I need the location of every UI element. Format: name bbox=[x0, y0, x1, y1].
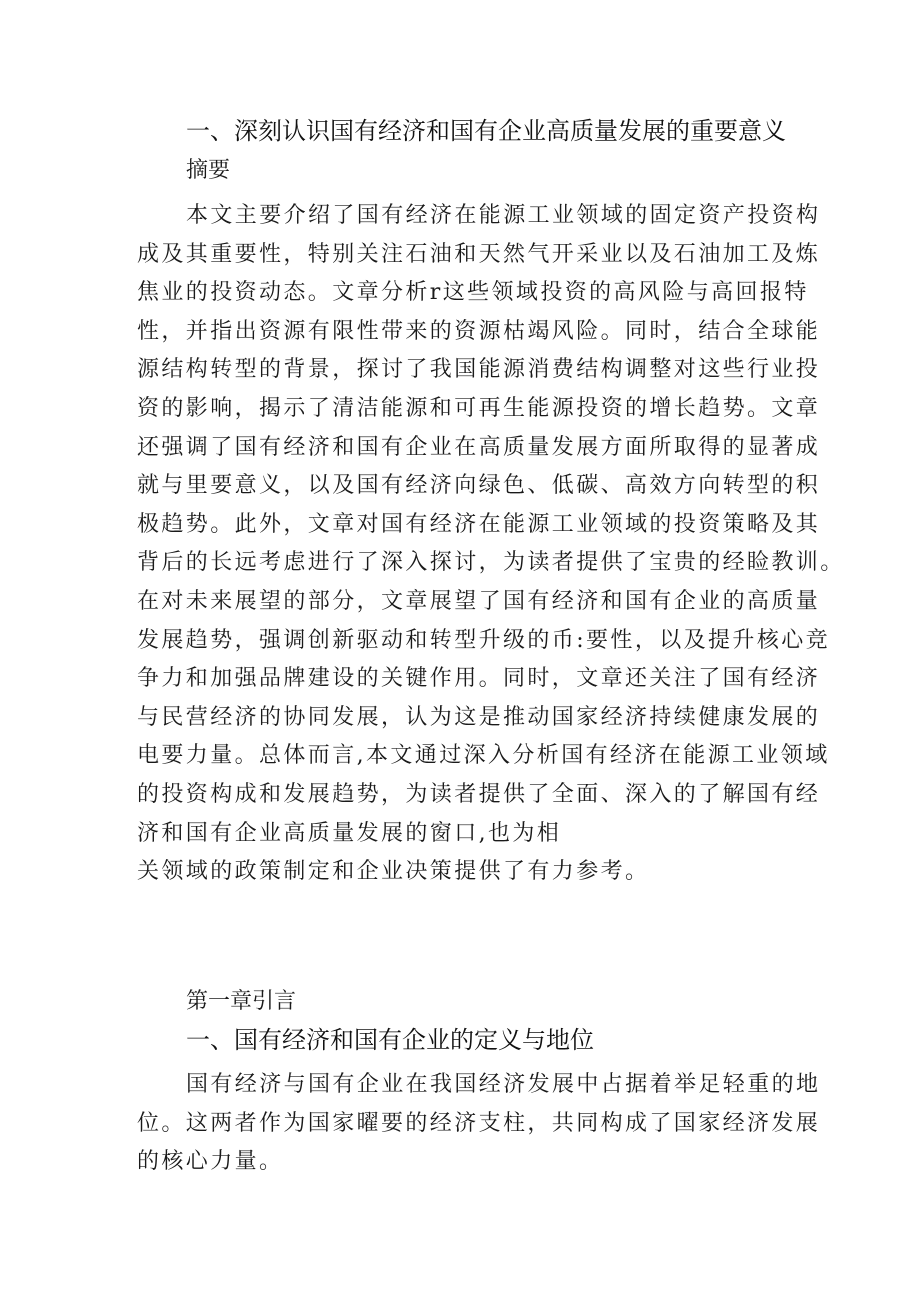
abstract-line: 背后的长远考虑进行了深入探讨，为读者提供了宝贵的经睑教训。 bbox=[137, 550, 845, 576]
abstract-line: 发展趋势，强调创新驱动和转型升级的币:要性，以及提升核心竞 bbox=[137, 627, 831, 653]
section-heading: 一、国有经济和国有企业的定义与地位 bbox=[186, 1026, 594, 1054]
intro-paragraph bbox=[137, 1066, 821, 1182]
abstract-paragraph bbox=[137, 197, 845, 892]
abstract-line: 电要力量。总体而言,本文通过深入分析国有经济在能源工业领域 bbox=[137, 743, 830, 769]
abstract-line: 与民营经济的协同发展，认为这是推动国家经济持续健康发展的 bbox=[137, 704, 821, 730]
abstract-line: 就与里要意义，以及国有经济向绿色、低碳、高效方向转型的积 bbox=[137, 473, 821, 499]
intro-line: 位。这两者作为国家曜要的经济支柱，共同构成了国家经济发展 bbox=[137, 1110, 821, 1136]
chapter-label: 第一章引言 bbox=[186, 989, 297, 1014]
abstract-line: 资的影响，揭示了清洁能源和可再生能源投资的增长趋势。文章 bbox=[137, 395, 821, 421]
intro-line: 的核心力量。 bbox=[137, 1149, 284, 1175]
abstract-line: 争力和加强品牌建设的关键作用。同时，文章还关注了国有经济 bbox=[137, 666, 821, 692]
abstract-line: 在对未来展望的部分，文章展望了国有经济和国有企业的高质量 bbox=[137, 588, 821, 614]
abstract-line: 极趋势。此外，文章对国有经济在能源工业领域的投资策略及其 bbox=[137, 511, 821, 537]
abstract-line: 成及其重要性，特别关注石油和天然气开采业以及石油加工及炼 bbox=[137, 241, 821, 267]
abstract-line: 还强调了国有经济和国有企业在高质量发展方面所取得的显著成 bbox=[137, 434, 821, 460]
abstract-line: 济和国有企业高质量发展的窗口,也为相 bbox=[137, 820, 562, 846]
abstract-line: 性，并指出资源有限性带来的资源枯竭风险。同时，结合全球能 bbox=[137, 318, 821, 344]
abstract-line: 的投资构成和发展趋势，为读者提供了全面、深入的了解国有经 bbox=[137, 781, 821, 807]
main-heading: 一、深刻认识国有经济和国有企业高质量发展的重要意义 bbox=[186, 117, 786, 145]
abstract-line: 焦业的投资动态。文章分析r这些领域投资的高风险与高回报特 bbox=[137, 280, 809, 306]
abstract-line: 源结构转型的背景，探讨了我国能源消费结构调整对这些行业投 bbox=[137, 357, 821, 383]
abstract-line: 关领域的政策制定和企业决策提供了有力参考。 bbox=[137, 859, 650, 885]
abstract-label: 摘要 bbox=[186, 158, 231, 183]
intro-line: 国有经济与国有企业在我国经济发展中占据着举足轻重的地 bbox=[186, 1072, 821, 1097]
abstract-line: 本文主要介绍了国有经济在能源工业领域的固定资产投资构 bbox=[186, 203, 821, 228]
